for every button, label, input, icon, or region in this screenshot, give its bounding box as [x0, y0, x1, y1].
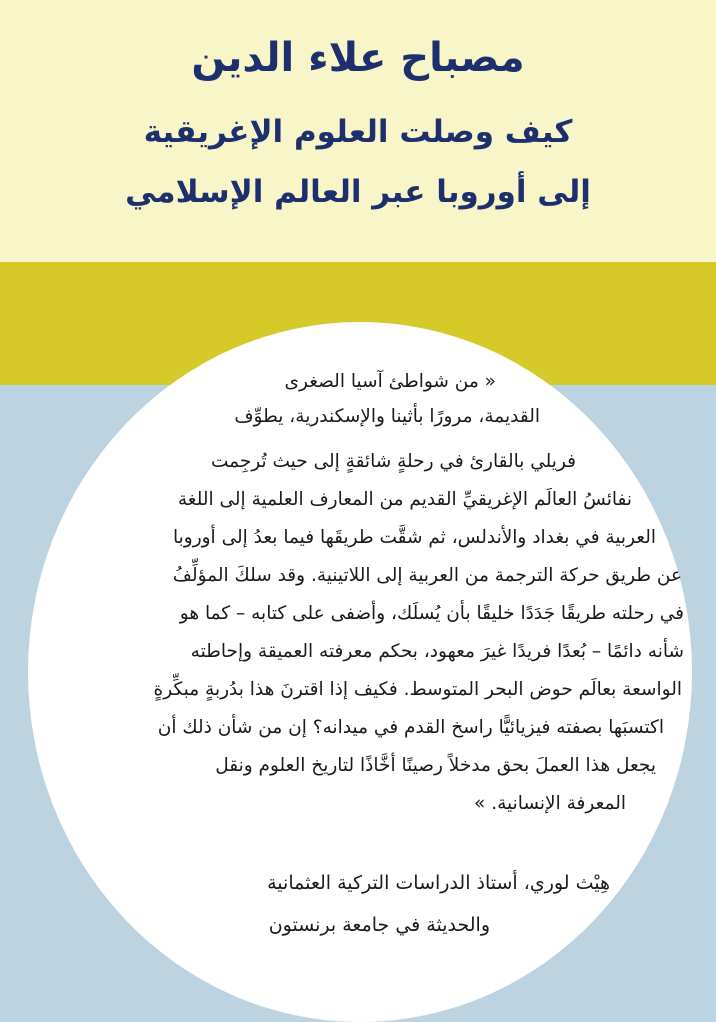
blurb-line: فريلي بالقارئ في رحلةٍ شائقةٍ إلى حيث تُرجِمت	[210, 451, 576, 472]
blurb-line: القديمة، مرورًا بأثينا والإسكندرية، يطوِّف	[234, 406, 540, 427]
book-title-line-2: إلى أوروبا عبر العالم الإسلامي	[125, 174, 591, 210]
blurb-line: يجعل هذا العملَ بحق مدخلاً رصينًا أخَّاذًا لتاريخ العلوم ونقل	[215, 755, 656, 776]
author-name: مصباح علاء الدين	[191, 35, 525, 81]
blurb-line: العربية في بغداد والأندلس، ثم شقَّت طريقَها فيما بعدُ إلى أوروبا	[172, 527, 656, 548]
blurb-line: « من شواطئ آسيا الصغرى	[284, 371, 496, 392]
book-title-line-1: كيف وصلت العلوم الإغريقية	[143, 114, 573, 150]
blurb-line: اكتسبَها بصفته فيزيائيًّا راسخ القدم في ميدانه؟ إن من شأن ذلك أن	[157, 717, 664, 738]
blurb-line: شأنه دائمًا – بُعدًا فريدًا غيرَ معهود، بحكم معرفته العميقة وإحاطته	[190, 641, 684, 662]
attribution-line: هِيْث لوري، أستاذ الدراسات التركية العثمانية	[267, 872, 610, 894]
blurb-line: عن طريق حركة الترجمة من العربية إلى اللاتينية. وقد سلكَ المؤلِّفُ	[172, 565, 682, 586]
blurb-line: الواسعة بعالَم حوض البحر المتوسط. فكيف إذا اقترنَ هذا بدُربةٍ مبكِّرةٍ	[153, 679, 682, 700]
blurb-line: المعرفة الإنسانية. »	[474, 793, 626, 814]
attribution-line: والحديثة في جامعة برنستون	[268, 914, 490, 936]
blurb-line: نفائسُ العالَم الإغريقيِّ القديم من المعارف العلمية إلى اللغة	[177, 489, 632, 510]
blurb-line: في رحلته طريقًا جَدَدًا خليقًا بأن يُسلَك، وأضفى على كتابه – كما هو	[179, 603, 684, 624]
